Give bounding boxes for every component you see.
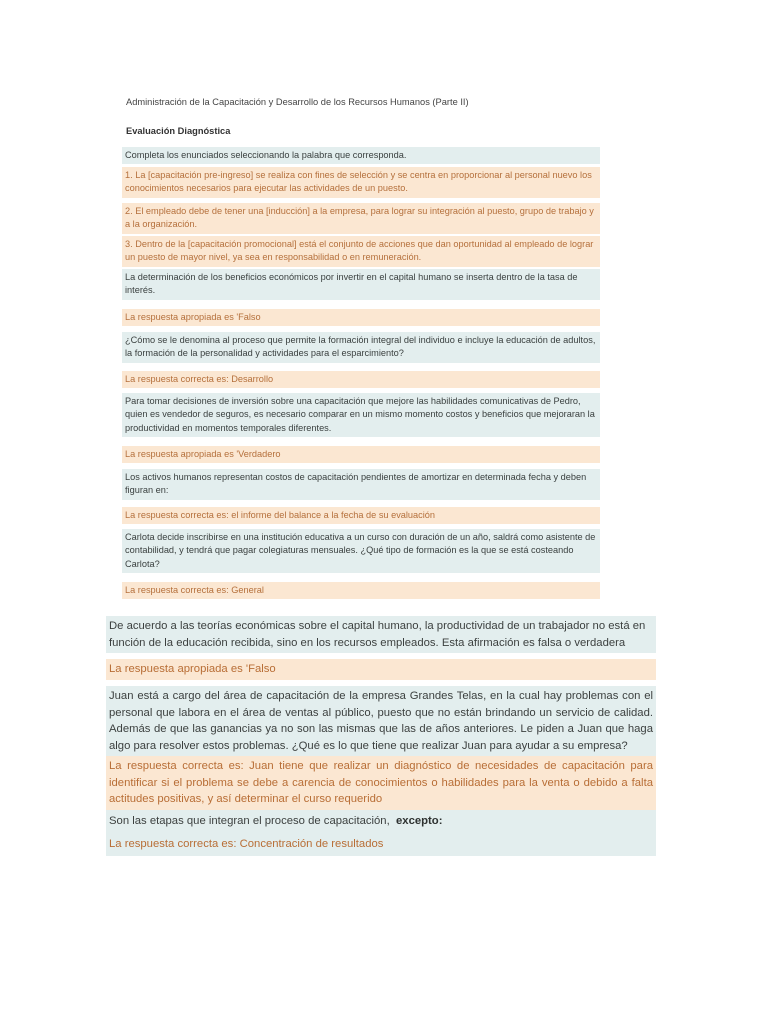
answer-text: La respuesta apropiada es 'Falso (109, 663, 276, 675)
answer-text: La respuesta apropiada es 'Falso (125, 312, 261, 322)
question-8 (106, 810, 656, 833)
question-text (109, 813, 653, 830)
question-7 (106, 686, 656, 756)
question-6 (106, 616, 656, 653)
answer-text: La respuesta apropiada es 'Verdadero (125, 449, 281, 459)
evaluation-subtitle: Evaluación Diagnóstica (126, 126, 231, 136)
answer-8 (106, 833, 656, 856)
fill-item-3 (122, 236, 600, 267)
answer-text: La respuesta correcta es: el informe del balance a la fecha de su evaluación (125, 510, 436, 520)
question-text: ¿Cómo se le denomina al proceso que permite la formación integral del individuo e incluye la educación de adultos, la formación de la personalidad y actividades para el esparcimiento? (125, 335, 596, 359)
fill-item-2 (122, 203, 600, 234)
question-text: Para tomar decisiones de inversión sobre una capacitación que mejore las habilidades comunicativas de Pedro, quien es vendedor de seguros, es necesario comparar en un mismo momento costos y beneficios que mejoraran la productividad en momentos temporales diferentes. (125, 396, 595, 433)
question-3 (122, 393, 600, 437)
answer-text: La respuesta correcta es: Juan tiene que realizar un diagnóstico de necesidades de capacitación para identificar si el problema se debe a carencia de conocimientos o habilidades para la venta o debido a falta actitudes positivas, y así determinar el curso requerido (109, 760, 653, 806)
question-1 (122, 269, 600, 300)
question-text: De acuerdo a las teorías económicas sobre el capital humano, la productividad de un trabajador no está en función de la educación recibida, sino en los recursos empleados. Esta afirmación es falsa o verdadera (109, 620, 646, 649)
question-text: Juan está a cargo del área de capacitación de la empresa Grandes Telas, en la cual hay problemas con el personal que labora en el área de ventas al público, puesto que no están brindando un servicio de calidad. Además de que las ganancias ya no son las mismas que las de años anteriores. Le piden a Juan que haga algo para resolver estos problemas. ¿Qué es lo que tiene que realizar Juan para ayudar a su empresa? (109, 690, 653, 752)
answer-5 (122, 582, 600, 599)
answer-6 (106, 659, 656, 680)
question-5 (122, 529, 600, 573)
question-text-main: Son las etapas que integran el proceso de capacitación, (109, 815, 390, 827)
question-keyword-bold: excepto: (396, 815, 443, 827)
fill-item-text: 2. El empleado debe de tener una [inducción] a la empresa, para lograr su integración al puesto, grupo de trabajo y a la organización. (125, 206, 594, 230)
answer-7 (106, 756, 656, 810)
question-text: La determinación de los beneficios económicos por invertir en el capital humano se inserta dentro de la tasa de interés. (125, 272, 578, 296)
question-2 (122, 332, 600, 363)
document-title: Administración de la Capacitación y Desarrollo de los Recursos Humanos (Parte II) (126, 97, 469, 107)
fill-item-text: 3. Dentro de la [capacitación promocional] está el conjunto de acciones que dan oportunidad al empleado de lograr un puesto de mayor nivel, ya sea en responsabilidad o en remuneración. (125, 239, 594, 263)
fill-item-1 (122, 167, 600, 198)
answer-4 (122, 507, 600, 524)
answer-2 (122, 371, 600, 388)
answer-1 (122, 309, 600, 326)
answer-3 (122, 446, 600, 463)
answer-text: La respuesta correcta es: General (125, 585, 264, 595)
question-4 (122, 469, 600, 500)
answer-text: La respuesta correcta es: Desarrollo (125, 374, 274, 384)
question-text: Carlota decide inscribirse en una institución educativa a un curso con duración de un año, saldrá como asistente de contabilidad, y tendrá que pagar colegiaturas mensuales. ¿Qué tipo de formación es la que se está costeando Carlota? (125, 532, 596, 569)
instruction-block (122, 147, 600, 164)
fill-item-text: 1. La [capacitación pre-ingreso] se realiza con fines de selección y se centra en proporcionar al personal nuevo los conocimientos necesarios para ejecutar las actividades de un puesto. (125, 170, 592, 194)
question-text: Los activos humanos representan costos de capacitación pendientes de amortizar en determinada fecha y deben figuran en: (125, 472, 587, 496)
instruction-text: Completa los enunciados seleccionando la palabra que corresponda. (125, 150, 407, 160)
answer-text: La respuesta correcta es: Concentración de resultados (109, 838, 384, 850)
